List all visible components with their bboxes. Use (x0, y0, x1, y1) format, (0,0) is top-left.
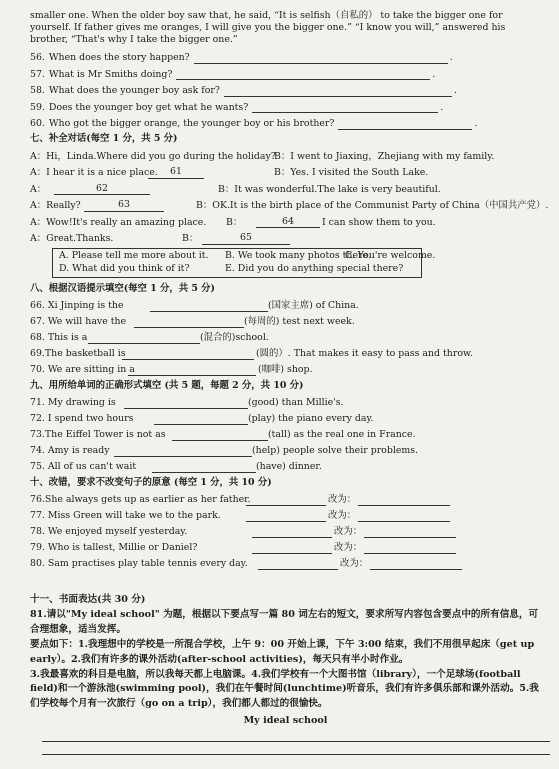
correction-blank[interactable] (358, 496, 450, 506)
sentence: 79. Who is tallest, Millie or Daniel? (30, 542, 198, 553)
correction-blank[interactable] (364, 528, 456, 538)
fill-item-75 (30, 458, 541, 474)
reading-questions (30, 47, 541, 130)
speaker-a-text: A：Wow!It's really an amazing place. (30, 216, 207, 228)
answer-blank-63[interactable]: 63 (84, 199, 164, 212)
speaker-b-label: B： (226, 216, 243, 228)
speaker-a-text: A：Great.Thanks. (30, 233, 114, 244)
option-c: C. You're welcome. (345, 250, 436, 261)
question-60: 60. Who got the bigger orange, the younger boy or his brother? . (30, 118, 478, 129)
option-d: D. What did you think of it? (59, 263, 190, 274)
answer-blank[interactable] (194, 54, 448, 64)
item-text: 71. My drawing is (30, 397, 116, 408)
answer-blank[interactable] (128, 366, 256, 376)
correction-blank[interactable] (370, 560, 462, 570)
item-text: (tall) as the real one in France. (268, 429, 416, 440)
item-text: (good) than Millie's. (248, 397, 344, 408)
error-blank[interactable] (252, 544, 332, 554)
question-58: 58. What does the younger boy ask for? . (30, 85, 457, 96)
dialogue-line (30, 213, 541, 230)
speaker-a-text: A： (30, 183, 47, 195)
change-to-label: 改为： (334, 542, 363, 553)
item-text: (have) dinner. (256, 461, 322, 472)
correction-79 (30, 539, 541, 555)
answer-blank[interactable] (150, 302, 268, 312)
answer-blank[interactable] (154, 415, 248, 425)
answer-blank[interactable] (124, 399, 248, 409)
error-blank[interactable] (246, 496, 326, 506)
change-to-label: 改为： (340, 558, 369, 569)
question-text: 56. (30, 52, 45, 63)
sentence: 78. We enjoyed myself yesterday. (30, 526, 188, 537)
dialogue-line (30, 229, 541, 246)
item-text: (help) people solve their problems. (252, 445, 419, 456)
writing-points: 要点如下：1.我理想中的学校是一所混合学校，上午 9：00 开始上课，下午 3:00 结束，我们不用很早起床（get up early）。2.我们有许多的课外活动(after-school activities)，每天只有半小时作业。 (30, 638, 535, 665)
change-to-label: 改为： (328, 494, 357, 505)
option-b: B. We took many photos there. (225, 250, 372, 261)
question-number: 59. (30, 101, 45, 113)
answer-blank[interactable] (88, 334, 200, 344)
speaker-a-text: A：Hi，Linda.Where did you go during the holiday? (30, 150, 276, 162)
fill-item-66 (30, 297, 541, 313)
answer-blank-64[interactable]: 64 (256, 216, 320, 229)
item-text: 74. Amy is ready (30, 445, 110, 456)
speaker-b-text: B：OK.It is the birth place of the Communist Party of China（中国共产党）. (196, 200, 549, 211)
answer-blank-65[interactable]: 65 (202, 232, 290, 245)
change-to-label: 改为： (328, 510, 357, 521)
error-blank[interactable] (252, 528, 332, 538)
question-text: Does the younger boy get what he wants? (48, 101, 249, 113)
essay-title: My ideal school (243, 715, 328, 727)
item-text: 66. Xi Jinping is the (30, 300, 124, 311)
section-10-title: 十、改错，要求不改变句子的原意 (每空 1 分，共 10 分) (30, 476, 272, 488)
answer-blank[interactable] (172, 431, 268, 441)
item-text: 68. This is a (30, 332, 88, 343)
speaker-b-text: B：Yes. I visited the South Lake. (274, 167, 429, 178)
question-56: 56. When does the story happen? . (30, 52, 453, 63)
item-text: 70. We are sitting in a (30, 364, 135, 375)
passage-ending: smaller one. When the older boy saw that, he said, “It is selfish（自私的） to take the bigger one for yourself. If father gives me oranges, I will give you the bigger one.” “I know you will,” answered his brother, “That's why I take the bigger one.” (30, 10, 506, 45)
options-box (52, 248, 436, 278)
dialogue-line (30, 147, 541, 164)
section-11-title: 十一、书面表达(共 30 分) (30, 593, 146, 605)
correction-blank[interactable] (358, 512, 450, 522)
answer-blank[interactable] (252, 103, 438, 113)
dialogue-line (30, 180, 541, 197)
question-text: What does the younger boy ask for? (48, 85, 220, 96)
correction-76 (30, 491, 541, 507)
speaker-b-text: B：It was wonderful.The lake is very beautiful. (218, 183, 441, 195)
question-number: 57. (30, 68, 45, 80)
option-a: A. Please tell me more about it. (59, 250, 209, 261)
item-text: 67. We will have the (30, 316, 127, 327)
speaker-b-text: B：I went to Jiaxing，Zhejiang with my family. (274, 150, 495, 162)
fill-item-68 (30, 329, 541, 345)
dialogue-line (30, 163, 541, 180)
item-text: (国家主席) of China. (268, 300, 359, 311)
item-text: 75. All of us can't wait (30, 461, 137, 472)
question-57: 57. What is Mr Smiths doing? . (30, 68, 436, 80)
writing-line[interactable] (42, 729, 550, 742)
fill-item-67 (30, 313, 541, 329)
options-row (59, 263, 415, 276)
sentence: 76.She always gets up as earlier as her father. (30, 494, 251, 505)
item-text: 73.The Eiffel Tower is not as (30, 429, 166, 440)
item-text: (play) the piano every day. (248, 413, 374, 424)
writing-points: 3.我最喜欢的科目是电脑，所以我每天都上电脑课。4.我们学校有一个大图书馆（library），一个足球场(football field)和一个游泳池(swimming pool)，我们在午餐时间(lunchtime)听音乐，我们有许多俱乐部和课外活动。5.我们学校每个月有一次旅行（go on a trip），我们都人都过的很愉快。 (30, 668, 539, 710)
speaker-b-text: I can show them to you. (322, 216, 436, 228)
answer-blank-61[interactable]: 61 (148, 166, 204, 179)
section-9-title: 九、用所给单词的正确形式填空 (共 5 题，每题 2 分，共 10 分) (30, 379, 304, 391)
change-to-label: 改为： (334, 526, 363, 537)
options-row (59, 250, 436, 263)
dialogue-line (30, 196, 549, 213)
option-e: E. Did you do anything special there? (225, 263, 404, 274)
correction-80 (30, 555, 541, 571)
speaker-b-label: B： (182, 233, 199, 244)
answer-blank[interactable] (122, 350, 254, 360)
item-text: (咖啡) shop. (258, 364, 313, 375)
sentence: 77. Miss Green will take we to the park. (30, 510, 221, 521)
error-blank[interactable] (258, 560, 338, 570)
answer-blank[interactable] (134, 318, 244, 328)
error-blank[interactable] (246, 512, 326, 522)
speaker-a-text: A：I hear it is a nice place. (30, 167, 158, 178)
fill-item-72 (30, 410, 541, 426)
fill-item-69 (30, 345, 541, 361)
answer-blank[interactable] (224, 87, 452, 97)
section-8-title: 八、根据汉语提示填空(每空 1 分，共 5 分) (30, 282, 215, 294)
answer-blank-62[interactable]: 62 (54, 183, 150, 196)
fill-item-73 (30, 426, 541, 442)
item-text: 72. I spend two hours (30, 413, 134, 424)
item-text: (每周的) test next week. (244, 316, 355, 327)
speaker-a-text: A：Really? (30, 200, 81, 211)
question-number: 58. (30, 85, 45, 96)
sentence: 80. Sam practises play table tennis every day. (30, 558, 248, 569)
answer-blank[interactable] (152, 463, 256, 473)
question-text: What is Mr Smiths doing? (48, 68, 173, 80)
correction-77 (30, 507, 541, 523)
writing-section (30, 593, 541, 756)
writing-line[interactable] (42, 742, 550, 755)
answer-blank[interactable] (176, 70, 430, 80)
item-text: 69.The basketball is (30, 348, 126, 359)
item-text: (混合的)school. (200, 332, 269, 343)
fill-item-71 (30, 394, 541, 410)
fill-item-70 (30, 361, 541, 377)
answer-blank[interactable] (114, 447, 252, 457)
question-text: When does the story happen? (48, 52, 190, 63)
correction-blank[interactable] (364, 544, 456, 554)
writing-prompt: 81.请以"My ideal school" 为题，根据以下要点写一篇 80 词左右的短文，要求所写内容包含要点中的所有信息，可合理想象，适当发挥。 (30, 608, 539, 635)
correction-78 (30, 523, 541, 539)
question-number: 60. (30, 118, 45, 129)
item-text: (圆的）. That makes it easy to pass and throw. (256, 348, 473, 359)
question-59: 59. Does the younger boy get what he wants? . (30, 101, 444, 113)
dialogue (30, 147, 549, 246)
answer-blank[interactable] (338, 120, 472, 130)
fill-item-74 (30, 442, 541, 458)
question-text: Who got the bigger orange, the younger boy or his brother? (48, 118, 335, 129)
section-7-title: 七、补全对话(每空 1 分，共 5 分) (30, 132, 178, 144)
